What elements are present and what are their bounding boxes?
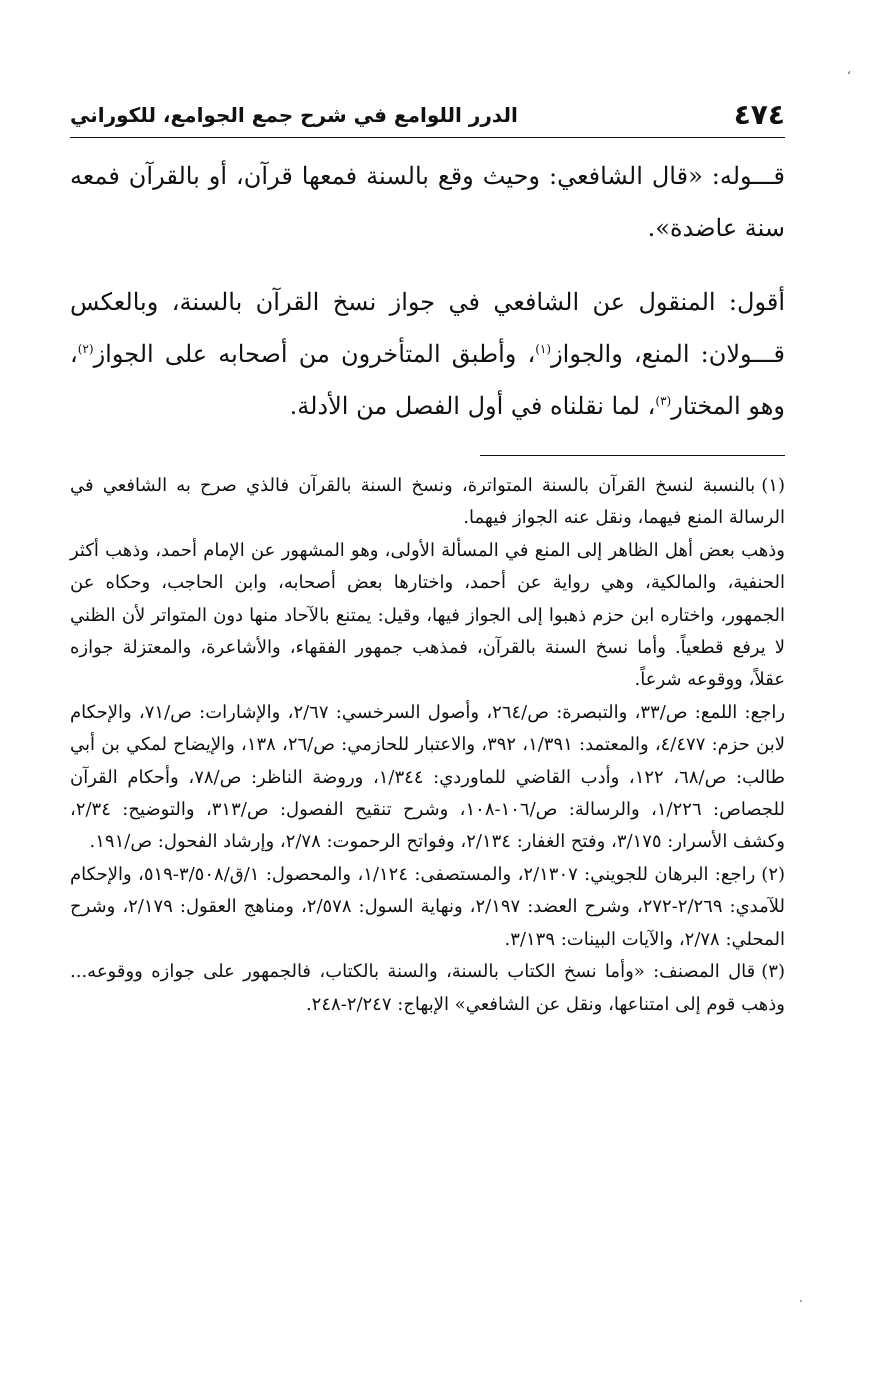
footnote-separator	[480, 455, 785, 456]
footnote-1-opinions: وذهب بعض أهل الظاهر إلى المنع في المسألة الأولى، وهو المشهور عن الإمام أحمد، وذهب أكثر الحنفية، والمالكية، وهي رواية عن أحمد، واختارها بعض أصحابه، وابن الحاجب، وحكاه عن الجمهور، واختاره ابن حزم ذهبوا إلى الجواز فيها، وقيل: يمتنع بالآحاد منها دون المتواتر لأن الظني لا يرفع قطعياً. وأما نسخ السنة بالقرآن، فمذهب جمهور الفقهاء، والأشاعرة، والمعتزلة جوازه عقلاً، ووقوعه شرعاً.	[70, 539, 785, 691]
footnote-1-number: (١)	[761, 475, 785, 496]
commentary-text-d: ، لما نقلناه في أول الفصل من الأدلة.	[289, 392, 656, 420]
footnote-2	[70, 859, 785, 956]
running-title: الدرر اللوامع في شرح جمع الجوامع، للكوراني	[70, 103, 518, 127]
footnote-3	[70, 956, 785, 1021]
page-number: ٤٧٤	[733, 98, 785, 131]
footnote-2-text: راجع: البرهان للجويني: ٢/١٣٠٧، والمستصفى: ١/١٢٤، والمحصول: ١/ق/٣/٥٠٨-٥١٩، والإحكام للآمدي: ٢/٢٦٩-٢٧٢، وشرح العضد: ٢/١٩٧، ونهاية السول: ٢/٥٧٨، ومناهج العقول: ٢/١٧٩، وشرح المحلي: ٢/٧٨، والآيات البينات: ٣/١٣٩.	[70, 863, 785, 950]
footnote-ref-2[interactable]: (٢)	[77, 342, 94, 356]
footnote-3-number: (٣)	[761, 961, 785, 983]
footnote-3-text: قال المصنف: «وأما نسخ الكتاب بالسنة، والسنة بالكتاب، فالجمهور على جوازه ووقوعه... وذهب قوم إلى امتناعها، ونقل عن الشافعي» الإبهاج: ٢/٢٤٧-٢٤٨.	[70, 961, 785, 1015]
footnote-2-number: (٢)	[761, 863, 786, 885]
footnotes	[70, 470, 785, 1021]
commentary-text-a: أقول: المنقول عن الشافعي في جواز نسخ القرآن بالسنة، وبالعكس قـــولان: المنع، والجواز	[70, 288, 785, 368]
footnote-ref-3[interactable]: (٣)	[655, 394, 672, 408]
commentary-text-b: ، وأطبق المتأخرون من أصحابه على الجواز	[93, 340, 536, 368]
main-paragraph-quote: قـــوله: «قال الشافعي: وحيث وقع بالسنة فمعها قرآن، أو بالقرآن فمعه سنة عاضدة».	[70, 162, 785, 242]
footnote-1-references: راجع: اللمع: ص/٣٣، والتبصرة: ص/٢٦٤، وأصول السرخسي: ٢/٦٧، والإشارات: ص/٧١، والإحكام لابن حزم: ٤/٤٧٧، والمعتمد: ١/٣٩١، ٣٩٢، والاعتبار للحازمي: ص/٢٦، ١٣٨، والإيضاح لمكي بن أبي طالب: ص/٦٨، ١٢٢، وأدب القاضي للماوردي: ١/٣٤٤، وروضة الناظر: ص/٧٨، وأحكام القرآن للجصاص: ١/٢٢٦، والرسالة: ص/١٠٦-١٠٨، وشرح تنقيح الفصول: ص/٣١٣، والتوضيح: ٢/٣٤، وكشف الأسرار: ٣/١٧٥، وفتح الغفار: ٢/١٣٤، وفواتح الرحموت: ٢/٧٨، وإرشاد الفحول: ص/١٩١.	[70, 701, 786, 853]
footnote-1-text: بالنسبة لنسخ القرآن بالسنة المتواترة، ونسخ السنة بالقرآن فالذي صرح به الشافعي في الرسالة المنع فيهما، ونقل عنه الجواز فيهما.	[70, 475, 785, 529]
header-divider	[70, 137, 785, 138]
page-header	[70, 96, 785, 134]
main-text	[70, 150, 785, 432]
footnote-ref-1[interactable]: (١)	[535, 342, 552, 356]
main-paragraph-commentary	[70, 276, 785, 432]
margin-mark: ،	[847, 63, 851, 77]
print-speck	[800, 1300, 802, 1302]
footnote-1-intro	[70, 470, 785, 535]
commentary-text-c: ، وهو المختار	[70, 340, 785, 420]
